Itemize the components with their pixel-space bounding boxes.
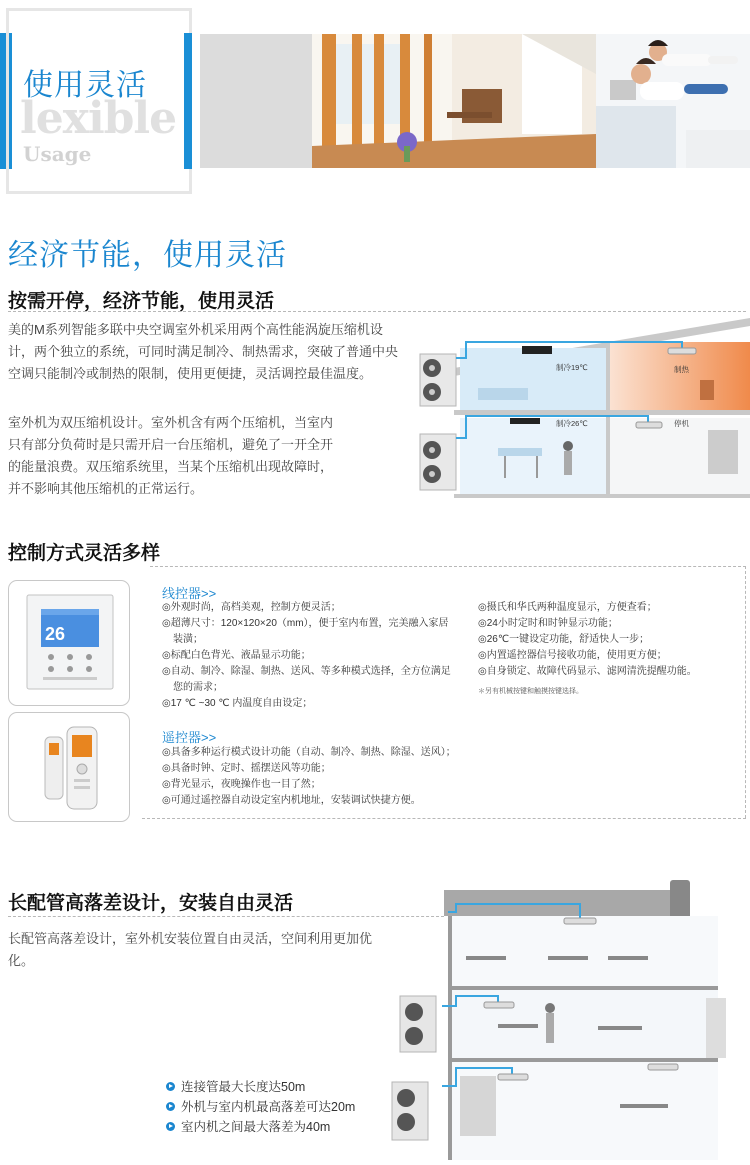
feature-item: ◎具备时钟、定时、摇摆送风等功能；: [162, 763, 331, 774]
remote-controller-title: 遥控器>>: [162, 730, 217, 745]
wired-controller-note: ＊另有机械按键和触摸按键选择。: [478, 688, 583, 695]
section1-paragraph-2: 室外机为双压缩机设计。室外机含有两个压缩机，当室内只有部分负荷时是只需开启一台压缩机，避免了一开全开的能量浪费。双压缩系统里，当某个压缩机出现故障时，并不影响其他压缩机的正常运行。: [8, 415, 334, 496]
banner-english-word: lexible: [20, 93, 177, 144]
feature-item: ◎自动、制冷、除湿、制热、送风、等多种模式选择，全方位满足您的需求；: [162, 666, 451, 693]
room-label-heating: 制热: [674, 365, 689, 374]
feature-item: ◎内置遥控器信号接收功能，使用更方便；: [478, 650, 667, 661]
banner-english-sub: Usage: [23, 142, 92, 166]
section-heading-control: 控制方式灵活多样: [8, 543, 161, 564]
feature-item: ◎17 ℃ ~30 ℃ 内温度自由设定；: [162, 698, 313, 709]
feature-item: ◎外观时尚，高档美观，控制方便灵活；: [162, 602, 341, 613]
feature-item: ◎具备多种运行模式设计功能（自动、制冷、制热、除湿、送风）；: [162, 747, 456, 758]
wired-controller-image: [9, 581, 129, 705]
feature-item: ◎26℃一键设定功能，舒适快人一步；: [478, 634, 650, 645]
wired-controller-features-left: [162, 600, 452, 712]
piping-spec-list: [166, 1076, 355, 1136]
room-label-off: 停机: [674, 419, 689, 428]
wired-controller-title: 线控器>>: [162, 586, 217, 601]
feature-item: ◎超薄尺寸：120×120×20（mm），便于室内布置，完美融入家居装潢；: [162, 618, 449, 645]
spec-text: 室内机之间最大落差为40m: [181, 1120, 331, 1134]
feature-item: ◎24小时定时和时钟显示功能；: [478, 618, 618, 629]
remote-controller-card: [8, 712, 130, 822]
remote-controller-features: [162, 745, 602, 809]
wired-controller-features-right: [478, 600, 740, 680]
remote-controller-image: [9, 713, 129, 821]
feature-item: ◎可通过遥控器自动设定室内机地址，安装调试快捷方便。: [162, 795, 421, 806]
spec-item: [166, 1116, 355, 1136]
play-bullet-icon: [166, 1102, 175, 1111]
section-divider: [8, 311, 746, 312]
play-bullet-icon: [166, 1122, 175, 1131]
banner-photo-family: [596, 34, 750, 168]
play-bullet-icon: [166, 1082, 175, 1091]
building-piping-diagram: [388, 876, 750, 1160]
banner-gray-panel: [200, 34, 312, 168]
section-divider: [8, 916, 444, 917]
section-divider-bottom: [142, 818, 746, 819]
banner-accent-bar-right: [184, 33, 192, 169]
dual-system-diagram: [418, 318, 750, 498]
spec-item: [166, 1076, 355, 1096]
room-label-cooling-26: 制冷26℃: [556, 419, 588, 428]
section1-paragraph-1: 美的M系列智能多联中央空调室外机采用两个高性能涡旋压缩机设计，两个独立的系统，可同时满足制冷、制热需求，突破了普通中央空调只能制冷或制热的限制，使用更便捷，灵活调控最佳温度。: [8, 322, 399, 381]
banner-photo-living-room: [312, 34, 596, 168]
banner-title: 使用灵活: [23, 69, 147, 102]
section-divider-right: [745, 566, 746, 818]
feature-item: ◎摄氏和华氏两种温度显示，方便查看；: [478, 602, 657, 613]
controller-display-temp: 26: [45, 624, 66, 644]
wired-controller-card: [8, 580, 130, 706]
feature-item: ◎标配白色背光、液晶显示功能；: [162, 650, 311, 661]
section-heading-economy: 按需开停，经济节能，使用灵活: [8, 291, 275, 312]
page-main-heading: 经济节能，使用灵活: [8, 239, 287, 272]
section-divider-top: [150, 566, 746, 567]
feature-item: ◎自身锁定、故障代码显示、滤网清洗提醒功能。: [478, 666, 697, 677]
spec-text: 连接管最大长度达50m: [181, 1080, 306, 1094]
feature-item: ◎背光显示，夜晚操作也一目了然；: [162, 779, 321, 790]
spec-item: [166, 1096, 355, 1116]
section-heading-piping: 长配管高落差设计，安装自由灵活: [8, 893, 294, 914]
spec-text: 外机与室内机最高落差可达20m: [181, 1100, 356, 1114]
section3-paragraph: 长配管高落差设计，室外机安装位置自由灵活，空间利用更加优化。: [8, 931, 373, 968]
room-label-cooling-19: 制冷19℃: [556, 363, 588, 372]
